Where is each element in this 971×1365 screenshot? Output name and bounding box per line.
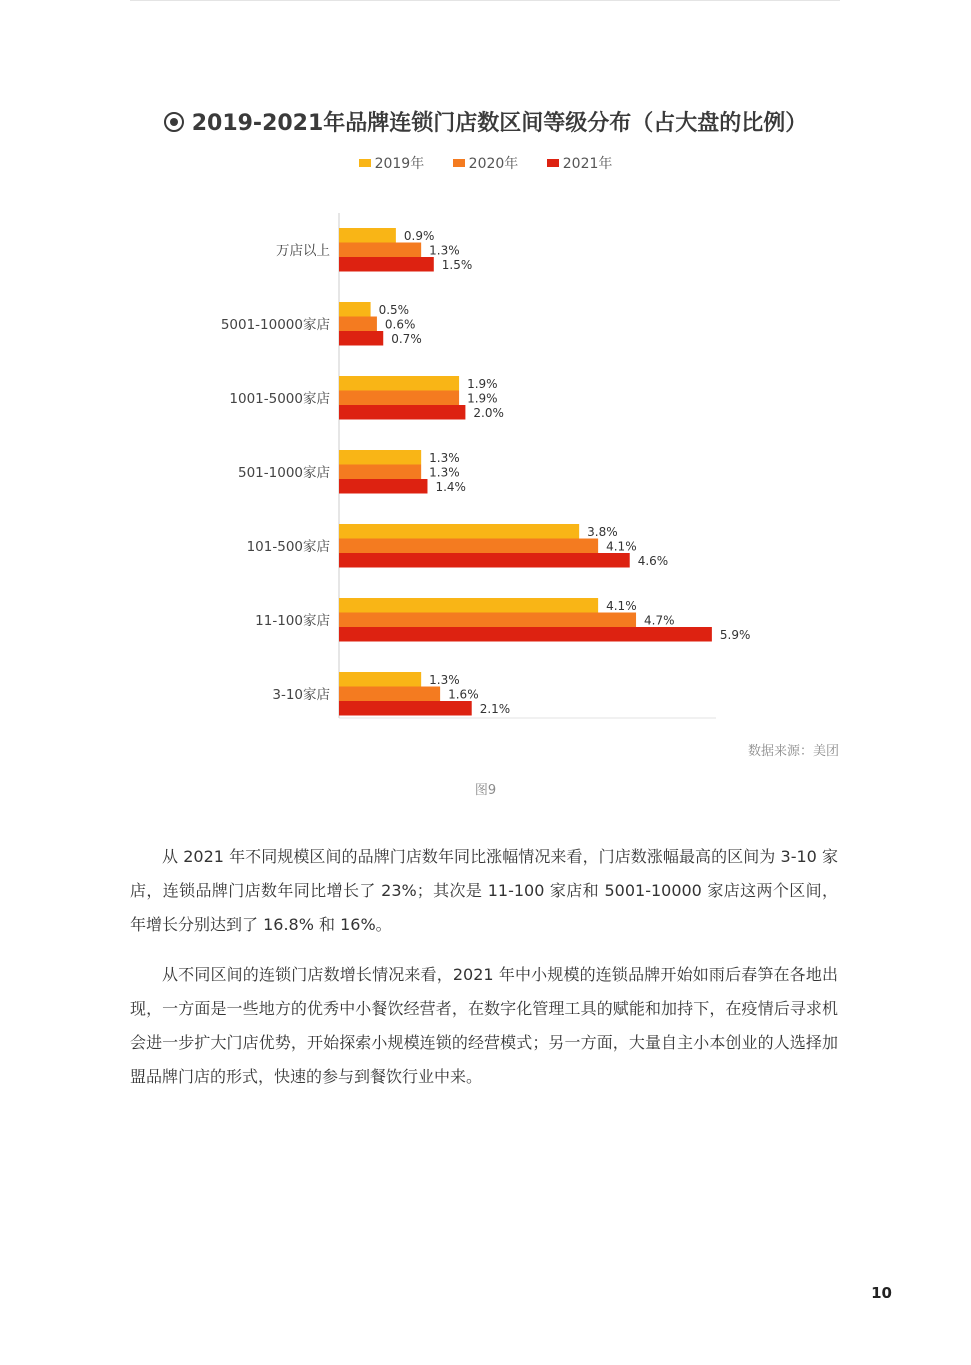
category-label: 1001-5000家店	[229, 390, 330, 407]
chart-title: 2019-2021年品牌连锁门店数区间等级分布（占大盘的比例）	[191, 111, 808, 136]
category-label: 11-100家店	[255, 612, 330, 629]
legend-label-2021: 2021年	[562, 156, 613, 172]
bar	[339, 553, 630, 568]
bar	[339, 701, 472, 716]
data-label: 0.9%	[403, 229, 435, 243]
bar	[339, 317, 377, 332]
data-label: 1.4%	[435, 480, 466, 494]
legend-label-2019: 2019年	[374, 156, 425, 172]
category-label: 101-500家店	[246, 538, 330, 555]
data-label: 4.7%	[644, 613, 675, 628]
data-label: 1.3%	[429, 465, 460, 480]
data-source: 数据来源：美团	[747, 744, 839, 759]
data-label: 1.3%	[429, 673, 460, 687]
bar	[339, 405, 465, 420]
data-label: 2.0%	[473, 406, 504, 420]
bar	[339, 613, 636, 628]
bar	[339, 465, 421, 480]
data-label: 3.8%	[587, 525, 618, 539]
category-label: 万店以上	[276, 242, 330, 259]
bar	[339, 524, 579, 539]
bar	[339, 302, 371, 317]
data-label: 0.5%	[378, 303, 410, 317]
bar	[339, 598, 598, 613]
bar	[339, 391, 459, 406]
bar	[339, 672, 421, 687]
bar	[339, 539, 598, 554]
figure-caption: 图9	[474, 783, 497, 798]
bar	[339, 257, 434, 272]
bar	[339, 376, 459, 391]
bar	[339, 479, 427, 494]
data-label: 4.1%	[606, 539, 637, 554]
bar	[339, 687, 440, 702]
data-label: 2.1%	[479, 702, 511, 716]
data-label: 0.6%	[384, 317, 416, 332]
data-label: 1.9%	[467, 377, 498, 391]
bar	[339, 243, 421, 258]
legend-label-2020: 2020年	[468, 156, 519, 172]
paragraph-1: 从 2021 年不同规模区间的品牌门店数年同比涨幅情况来看，门店数涨幅最高的区间为 3-10 家店，连锁品牌门店数年同比增长了 23%；其次是 11-100 家店和 5001-10000 家店这两个区间，年增长分别达到了 16.8% 和 16%。	[130, 847, 838, 934]
data-label: 4.6%	[637, 554, 669, 568]
data-label: 1.3%	[429, 243, 460, 258]
data-label: 5.9%	[719, 628, 751, 642]
data-label: 0.7%	[391, 332, 422, 346]
paragraph-2: 从不同区间的连锁门店数增长情况来看，2021 年中小规模的连锁品牌开始如雨后春笋在各地出现，一方面是一些地方的优秀中小餐饮经营者，在数字化管理工具的赋能和加持下，在疫情后寻求机会进一步扩大门店优势，开始探索小规模连锁的经营模式；另一方面，大量自主小本创业的人选择加盟品牌门店的形式，快速的参与到餐饮行业中来。	[130, 965, 838, 1086]
category-label: 5001-10000家店	[220, 316, 330, 333]
category-label: 3-10家店	[272, 686, 330, 703]
data-label: 1.9%	[467, 391, 498, 406]
page-number: 10	[871, 1284, 892, 1302]
data-label: 1.5%	[441, 258, 473, 272]
bar	[339, 627, 712, 642]
category-label: 501-1000家店	[238, 464, 330, 481]
bar	[339, 228, 396, 243]
bar	[339, 331, 383, 346]
data-label: 4.1%	[606, 599, 637, 613]
bar	[339, 450, 421, 465]
data-label: 1.3%	[429, 451, 460, 465]
data-label: 1.6%	[448, 687, 479, 702]
